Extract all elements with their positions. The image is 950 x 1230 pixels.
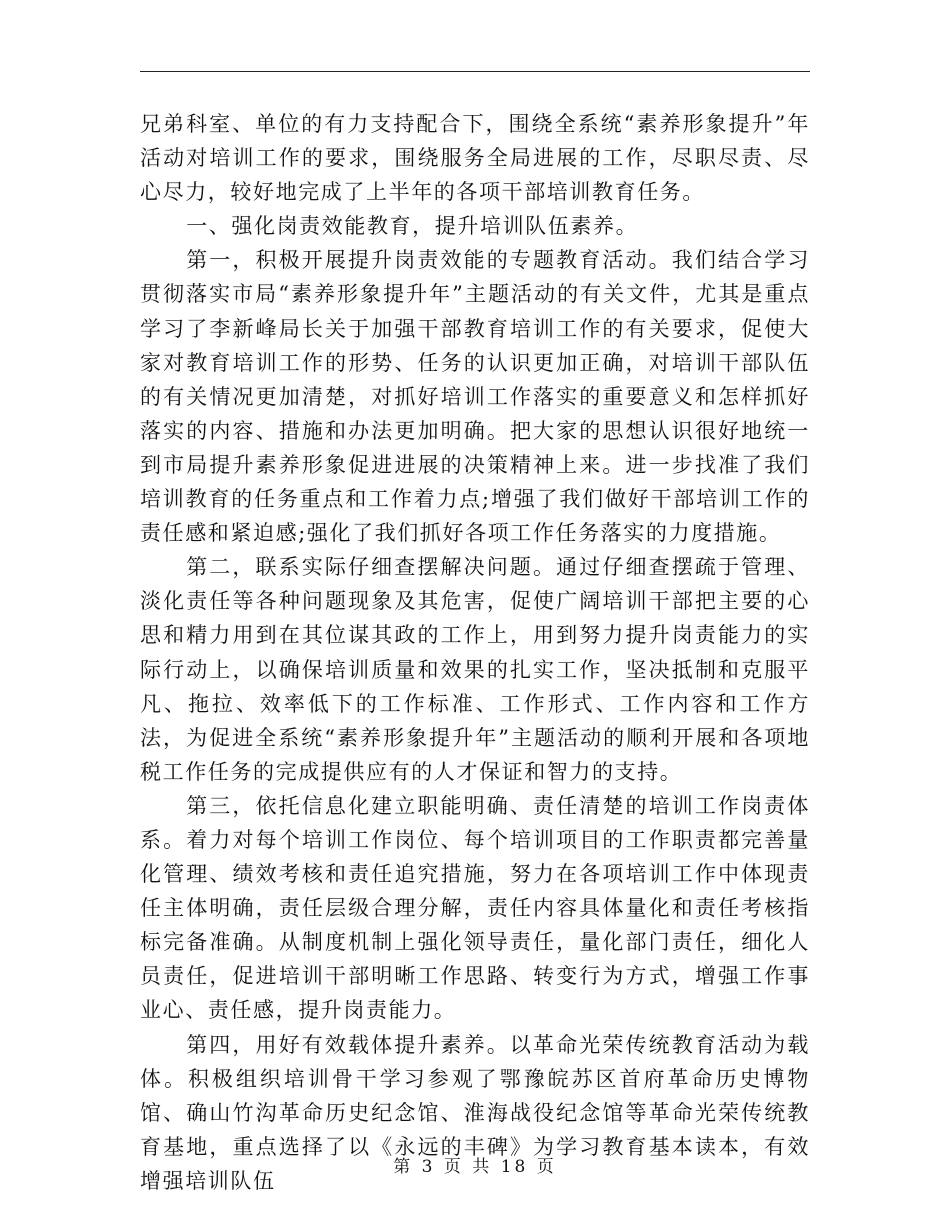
paragraph-third: 第三，依托信息化建立职能明确、责任清楚的培训工作岗责体系。着力对每个培训工作岗位、每个培训项目的工作职责都完善量化管理、绩效考核和责任追究措施，努力在各项培训工作中体现责任主体明确，责任层级合理分解，责任内容具体量化和责任考核指标完备准确。从制度机制上强化领导责任，量化部门责任，细化人员责任，促进培训干部明晰工作思路、转变行为方式，增强工作事业心、责任感，提升岗责能力。 <box>140 793 810 1023</box>
paragraph-1: 兄弟科室、单位的有力支持配合下，围绕全系统“素养形象提升”年活动对培训工作的要求，围绕服务全局进展的工作，尽职尽责、尽心尽力，较好地完成了上半年的各项干部培训教育任务。 <box>140 112 810 205</box>
paragraph-second: 第二，联系实际仔细查摆解决问题。通过仔细查摆疏于管理、淡化责任等各种问题现象及其危害，促使广阔培训干部把主要的心思和精力用到在其位谋其政的工作上，用到努力提升岗责能力的实际行动上，以确保培训质量和效果的扎实工作，坚决抵制和克服平凡、拖拉、效率低下的工作标准、工作形式、工作内容和工作方法，为促进全系统“素养形象提升年”主题活动的顺利开展和各项地税工作任务的完成提供应有的人才保证和智力的支持。 <box>140 555 810 784</box>
header-rule <box>140 71 810 72</box>
paragraph-fourth: 第四，用好有效载体提升素养。以革命光荣传统教育活动为载体。积极组织培训骨干学习参观了鄂豫皖苏区首府革命历史博物馆、确山竹沟革命历史纪念馆、淮海战役纪念馆等革命光荣传统教育基地，重点选择了以《永远的丰碑》为学习教育基本读本，有效增强培训队伍 <box>140 1032 810 1193</box>
paragraph-first: 第一，积极开展提升岗责效能的专题教育活动。我们结合学习贯彻落实市局“素养形象提升年”主题活动的有关文件，尤其是重点学习了李新峰局长关于加强干部教育培训工作的有关要求，促使大家对教育培训工作的形势、任务的认识更加正确，对培训干部队伍的有关情况更加清楚，对抓好培训工作落实的重要意义和怎样抓好落实的内容、措施和办法更加明确。把大家的思想认识很好地统一到市局提升素养形象促进进展的决策精神上来。进一步找准了我们培训教育的任务重点和工作着力点;增强了我们做好干部培训工作的责任感和紧迫感;强化了我们抓好各项工作任务落实的力度措施。 <box>140 248 810 546</box>
page-number-footer: 第 3 页 共 18 页 <box>393 1157 557 1177</box>
section-heading: 一、强化岗责效能教育，提升培训队伍素养。 <box>186 214 639 239</box>
document-body <box>140 107 810 1198</box>
